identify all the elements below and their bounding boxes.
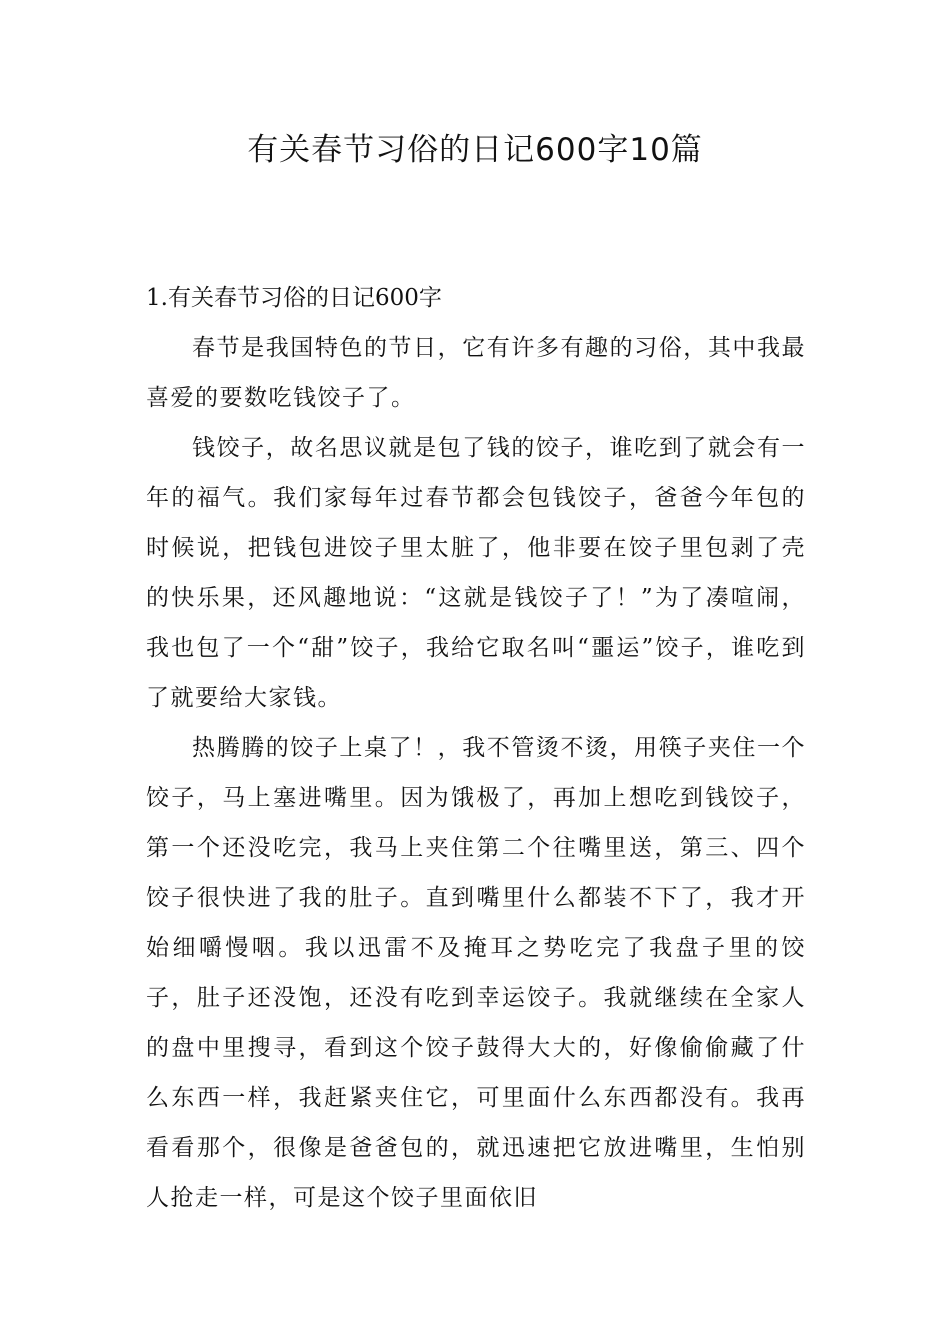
paragraph-2: 钱饺子，故名思议就是包了钱的饺子，谁吃到了就会有一年的福气。我们家每年过春节都会包钱饺子，爸爸今年包的时候说，把钱包进饺子里太脏了，他非要在饺子里包剥了壳的快乐果，还风趣地说：“这就是钱饺子了！”为了凑喧闹，我也包了一个“甜”饺子，我给它取名叫“噩运”饺子，谁吃到了就要给大家钱。 [146,435,806,711]
document-body [146,273,806,1223]
paragraph-3: 热腾腾的饺子上桌了！，我不管烫不烫，用筷子夹住一个饺子，马上塞进嘴里。因为饿极了，再加上想吃到钱饺子，第一个还没吃完，我马上夹住第二个往嘴里送，第三、四个饺子很快进了我的肚子。直到嘴里什么都装不下了，我才开始细嚼慢咽。我以迅雷不及掩耳之势吃完了我盘子里的饺子，肚子还没饱，还没有吃到幸运饺子。我就继续在全家人的盘中里搜寻，看到这个饺子鼓得大大的，好像偷偷藏了什么东西一样，我赶紧夹住它，可里面什么东西都没有。我再看看那个，很像是爸爸包的，就迅速把它放进嘴里，生怕别人抢走一样，可是这个饺子里面依旧 [146,735,806,1211]
section-heading: 1.有关春节习俗的日记600字 [146,285,442,311]
document-title: 有关春节习俗的日记600字10篇 [247,132,703,168]
paragraph-1: 春节是我国特色的节日，它有许多有趣的习俗，其中我最喜爱的要数吃钱饺子了。 [146,335,806,411]
